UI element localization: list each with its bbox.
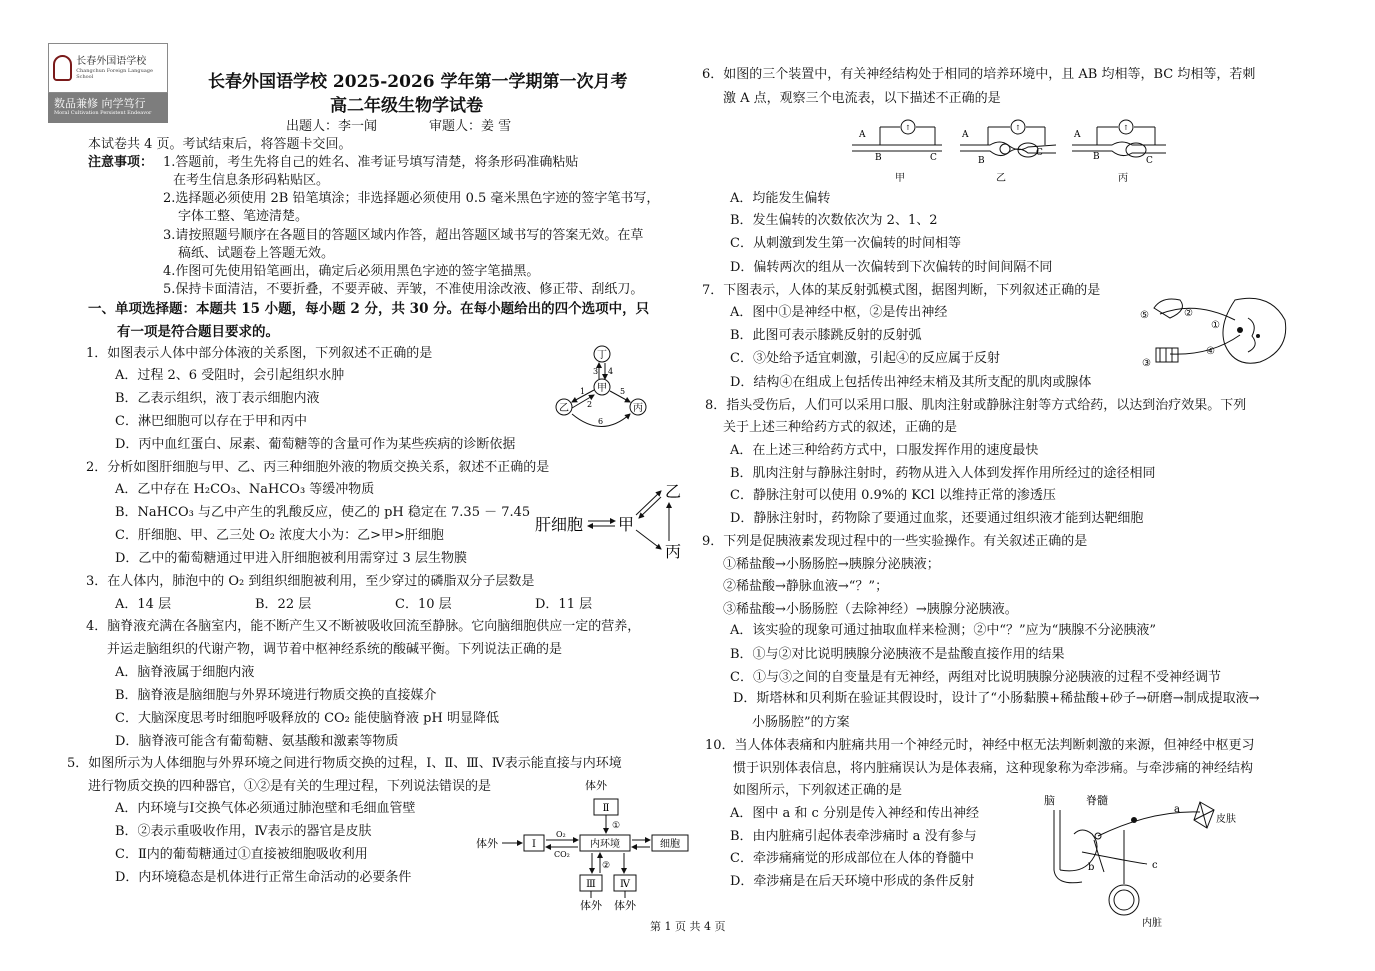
q5-exchange-diagram <box>474 777 690 914</box>
q6-device-label: 丙 <box>1118 173 1128 184</box>
option: C．大脑深度思考时细胞呼吸释放的 CO₂ 能使脑脊液 pH 明显降低 <box>115 711 499 726</box>
q1-edge-label: 6 <box>598 417 604 426</box>
note-line: 4.作图可先使用铅笔画出，确定后必须用黑色字迹的签字笔描黑。 <box>163 264 540 279</box>
option: A．图中①是神经中枢，②是传出神经 <box>730 305 948 320</box>
option-continued: 小肠肠腔”的方案 <box>752 715 850 730</box>
logo-school-name: 长春外国语学校 <box>76 56 147 67</box>
option: D．内环境稳态是机体进行正常生命活动的必要条件 <box>115 870 412 885</box>
option: A．14 层 <box>115 597 172 612</box>
q6-point-label: B <box>978 156 985 166</box>
question-stem: 3．在人体内，肺泡中的 O₂ 到组织细胞被利用，至少穿过的磷脂双分子层数是 <box>86 574 535 589</box>
q2-label-a: 甲 <box>618 515 635 534</box>
option: C．淋巴细胞可以存在于甲和丙中 <box>115 414 307 429</box>
question-stem: 4．脑脊液充满在各脑室内，能不断产生又不断被吸收回流至静脉。它向脑细胞供应一定的营养， <box>86 619 641 634</box>
option: C．①与③之间的自变量是有无神经，两组对比说明胰腺分泌胰液的过程不受神经调节 <box>730 670 1221 685</box>
q1-edge-label: 3 <box>593 367 599 376</box>
q1-node-label: 乙 <box>559 403 569 414</box>
q7-label: ④ <box>1206 346 1215 357</box>
question-stem: 并运走脑组织的代谢产物，调节着中枢神经系统的酸碱平衡。下列说法正确的是 <box>107 642 563 657</box>
logo-motto-band <box>48 93 168 123</box>
section-heading: 有一项是符合题目要求的。 <box>117 324 279 340</box>
option: A．脑脊液属于细胞内液 <box>115 665 255 680</box>
q2-label-b: 乙 <box>665 482 682 501</box>
option: B．NaHCO₃ 与乙中产生的乳酸反应，使乙的 pH 稳定在 7.35 － 7.45 <box>115 505 531 520</box>
note-line: 3.请按照题号顺序在各题目的答题区域内作答，超出答题区域书写的答案无效。在草 <box>163 228 644 243</box>
q6-point-label: C <box>1146 156 1153 166</box>
q7-label: ① <box>1211 320 1220 331</box>
school-seal-icon <box>53 55 72 81</box>
q7-label: ② <box>1184 308 1193 319</box>
option: B．发生偏转的次数依次为 2、1、2 <box>730 213 938 228</box>
question-stem: 2．分析如图肝细胞与甲、乙、丙三种细胞外液的物质交换关系，叙述不正确的是 <box>86 460 550 475</box>
svg-text:↑: ↑ <box>1015 124 1021 132</box>
svg-text:↑: ↑ <box>1123 124 1129 132</box>
note-line: 1.答题前，考生先将自己的姓名、准考证号填写清楚，将条形码准确粘贴 <box>163 155 579 170</box>
option: D．脑脊液可能含有葡萄糖、氨基酸和激素等物质 <box>115 734 399 749</box>
option: A．均能发生偏转 <box>730 191 831 206</box>
q5-co2-label: CO₂ <box>554 850 570 859</box>
option: D．乙中的葡萄糖通过甲进入肝细胞被利用需穿过 3 层生物膜 <box>115 551 467 566</box>
option: D．偏转两次的组从一次偏转到下次偏转的时间间隔不同 <box>730 260 1053 275</box>
q2-label-c: 丙 <box>665 542 682 561</box>
option: B．由内脏痛引起体表牵涉痛时 a 没有参与 <box>730 829 977 844</box>
q5-env-label: 内环境 <box>590 839 620 850</box>
option: C．肝细胞、甲、乙三处 O₂ 浓度大小为：乙>甲>肝细胞 <box>115 528 444 543</box>
q5-o2-label: O₂ <box>556 830 566 839</box>
section-heading: 一、单项选择题：本题共 15 小题，每小题 2 分，共 30 分。在每小题给出的四个选项中，只 <box>88 301 650 317</box>
experiment-step: ③稀盐酸→小肠肠腔（去除神经）→胰腺分泌胰液。 <box>723 602 1018 617</box>
q6-device-label: 乙 <box>996 173 1006 184</box>
q1-edge-label: 2 <box>587 400 593 409</box>
q5-label-outside-left: 体外 <box>476 837 498 850</box>
option: B．22 层 <box>255 597 312 612</box>
q6-point-label: B <box>1093 152 1100 162</box>
q1-edge-label: 4 <box>608 367 614 376</box>
option: C．牵涉痛痛觉的形成部位在人体的脊髓中 <box>730 851 974 866</box>
question-stem: 惯于识别体表信息，将内脏痛误认为是体表痛，这种现象称为牵涉痛。与牵涉痛的神经结构 <box>733 761 1254 776</box>
question-stem: 6．如图的三个装置中，有关神经结构处于相同的培养环境中，且 AB 均相等，BC 均相等，若刺 <box>702 67 1256 82</box>
exam-authors: 出题人：李一闻 审题人：姜 雪 <box>286 119 512 134</box>
q5-label-outside-bottom: 体外 <box>614 899 636 912</box>
notes-label: 注意事项： <box>88 155 154 170</box>
logo-motto-en: Moral Cultivation Persistent Endeavor <box>54 110 152 116</box>
option: D．结构④在组成上包括传出神经末梢及其所支配的肌肉或腺体 <box>730 375 1092 390</box>
option: A．过程 2、6 受阻时，会引起组织水肿 <box>115 368 345 383</box>
q1-node-label: 丙 <box>633 403 643 414</box>
q1-fluid-diagram <box>552 344 658 432</box>
note-line: 在考生信息条形码粘贴区。 <box>173 173 330 188</box>
exam-subtitle: 高二年级生物学试卷 <box>330 96 483 116</box>
q10-label-c: c <box>1152 860 1158 871</box>
intro-line: 本试卷共 4 页。考试结束后，将答题卡交回。 <box>88 137 352 152</box>
option: A．内环境与Ⅰ交换气体必须通过肺泡壁和毛细血管壁 <box>115 801 416 816</box>
q5-box-4: Ⅳ <box>620 879 630 890</box>
option: A．乙中存在 H₂CO₃、NaHCO₃ 等缓冲物质 <box>115 482 375 497</box>
q7-label: ③ <box>1142 358 1151 369</box>
note-line: 稿纸、试题卷上答题无效。 <box>178 246 335 261</box>
exam-title: 长春外国语学校 2025-2026 学年第一学期第一次月考 <box>208 72 628 92</box>
logo-emblem-area <box>48 43 168 93</box>
note-line: 2.选择题必须使用 2B 铅笔填涂；非选择题必须使用 0.5 毫米黑色字迹的签字笔书写， <box>163 191 660 206</box>
q1-edge-label: 1 <box>580 387 586 396</box>
school-logo <box>48 43 168 123</box>
q10-label-skin: 皮肤 <box>1216 814 1236 825</box>
q10-label-organ: 内脏 <box>1142 918 1162 929</box>
question-stem: 1．如图表示人体中部分体液的关系图，下列叙述不正确的是 <box>86 346 433 361</box>
q6-point-label: A <box>962 130 969 140</box>
q6-point-label: C <box>930 153 937 163</box>
question-stem: 8．指头受伤后，人们可以采用口服、肌肉注射或静脉注射等方式给药，以达到治疗效果。下列 <box>705 398 1247 413</box>
q10-label-a: a <box>1174 804 1180 815</box>
q5-process-2: ② <box>602 861 611 871</box>
q10-referred-pain-diagram <box>1042 790 1236 930</box>
option: A．图中 a 和 c 分别是传入神经和传出神经 <box>730 806 979 821</box>
option: C．从刺激到发生第一次偏转的时间相等 <box>730 236 961 251</box>
option: D．牵涉痛是在后天环境中形成的条件反射 <box>730 874 975 889</box>
q10-label-b: b <box>1088 862 1095 873</box>
q5-box-3: Ⅲ <box>586 879 596 890</box>
page-footer: 第 1 页 共 4 页 <box>650 920 726 933</box>
q10-label-brain: 脑 <box>1044 794 1055 807</box>
svg-text:↑: ↑ <box>905 124 911 132</box>
q2-liver-diagram <box>533 475 683 565</box>
q6-point-label: B <box>875 153 882 163</box>
question-stem: 10．当人体体表痛和内脏痛共用一个神经元时，神经中枢无法判断刺激的来源，但神经中枢更习 <box>705 738 1255 753</box>
question-stem: 如图所示，下列叙述正确的是 <box>733 783 903 798</box>
option: B．乙表示组织，液丁表示细胞内液 <box>115 391 320 406</box>
question-stem: 7．下图表示，人体的某反射弧模式图，据图判断，下列叙述正确的是 <box>702 283 1101 298</box>
question-stem: 关于上述三种给药方式的叙述，正确的是 <box>723 420 958 435</box>
q5-process-1: ① <box>612 821 621 831</box>
experiment-step: ①稀盐酸→小肠肠腔→胰腺分泌胰液； <box>723 557 940 572</box>
option: A．在上述三种给药方式中，口服发挥作用的速度最快 <box>730 443 1039 458</box>
option: B．①与②对比说明胰腺分泌胰液不是盐酸直接作用的结果 <box>730 647 1065 662</box>
option: B．②表示重吸收作用，Ⅳ表示的器官是皮肤 <box>115 824 372 839</box>
logo-school-en: Changchun Foreign Language School <box>76 68 153 80</box>
q1-node-label: 丁 <box>597 350 607 361</box>
option: C．10 层 <box>395 597 452 612</box>
q2-label-cell: 肝细胞 <box>535 515 584 534</box>
question-stem: 激 A 点，观察三个电流表，以下描述不正确的是 <box>723 91 1001 106</box>
q6-device-label: 甲 <box>895 173 905 184</box>
option: D．斯塔林和贝利斯在验证其假设时，设计了“小肠黏膜+稀盐酸+砂子→研磨→制成提取液→ <box>733 691 1260 706</box>
option: C．③处给予适宜刺激，引起④的反应属于反射 <box>730 351 1000 366</box>
option: D．11 层 <box>535 597 593 612</box>
q5-label-outside-bottom: 体外 <box>580 899 602 912</box>
q5-box-2: Ⅱ <box>602 803 610 814</box>
option: D．静脉注射时，药物除了要通过血浆，还要通过组织液才能到达靶细胞 <box>730 511 1144 526</box>
q6-point-label: A <box>859 130 866 140</box>
option: C．Ⅱ内的葡萄糖通过①直接被细胞吸收利用 <box>115 847 368 862</box>
q5-box-1: Ⅰ <box>532 839 536 850</box>
note-line: 5.保持卡面清洁，不要折叠，不要弄破、弄皱，不准使用涂改液、修正带、刮纸刀。 <box>163 282 644 297</box>
question-stem: 进行物质交换的四种器官，①②是有关的生理过程，下列说法错误的是 <box>88 779 492 794</box>
q1-edge-label: 5 <box>620 387 626 396</box>
question-stem: 9．下列是促胰液素发现过程中的一些实验操作。有关叙述正确的是 <box>702 534 1088 549</box>
q7-label: ⑤ <box>1140 310 1149 321</box>
note-line: 字体工整、笔迹清楚。 <box>178 209 309 224</box>
logo-motto: 数品兼修 向学笃行 <box>54 97 146 110</box>
q6-nerve-devices <box>850 117 1170 187</box>
q5-label-outside: 体外 <box>585 779 607 792</box>
question-stem: 5．如图所示为人体细胞与外界环境之间进行物质交换的过程，Ⅰ、Ⅱ、Ⅲ、Ⅳ表示能直接与内环境 <box>67 756 622 771</box>
option: D．丙中血红蛋白、尿素、葡萄糖等的含量可作为某些疾病的诊断依据 <box>115 437 516 452</box>
experiment-step: ②稀盐酸→静脉血液→“？”； <box>723 579 889 594</box>
q6-point-label: C <box>1036 148 1043 158</box>
q1-node-label: 甲 <box>597 383 607 394</box>
q5-cell-label: 细胞 <box>660 839 680 850</box>
option: A．该实验的现象可通过抽取血样来检测；②中“？”应为“胰腺不分泌胰液” <box>730 623 1156 638</box>
option: B．脑脊液是脑细胞与外界环境进行物质交换的直接媒介 <box>115 688 437 703</box>
q6-point-label: A <box>1074 130 1081 140</box>
option: B．肌肉注射与静脉注射时，药物从进入人体到发挥作用所经过的途径相同 <box>730 466 1156 481</box>
q7-reflex-arc <box>1140 290 1295 372</box>
option: B．此图可表示膝跳反射的反射弧 <box>730 328 922 343</box>
q10-label-spine: 脊髓 <box>1086 794 1108 807</box>
option: C．静脉注射可以使用 0.9%的 KCl 以维持正常的渗透压 <box>730 488 1056 503</box>
